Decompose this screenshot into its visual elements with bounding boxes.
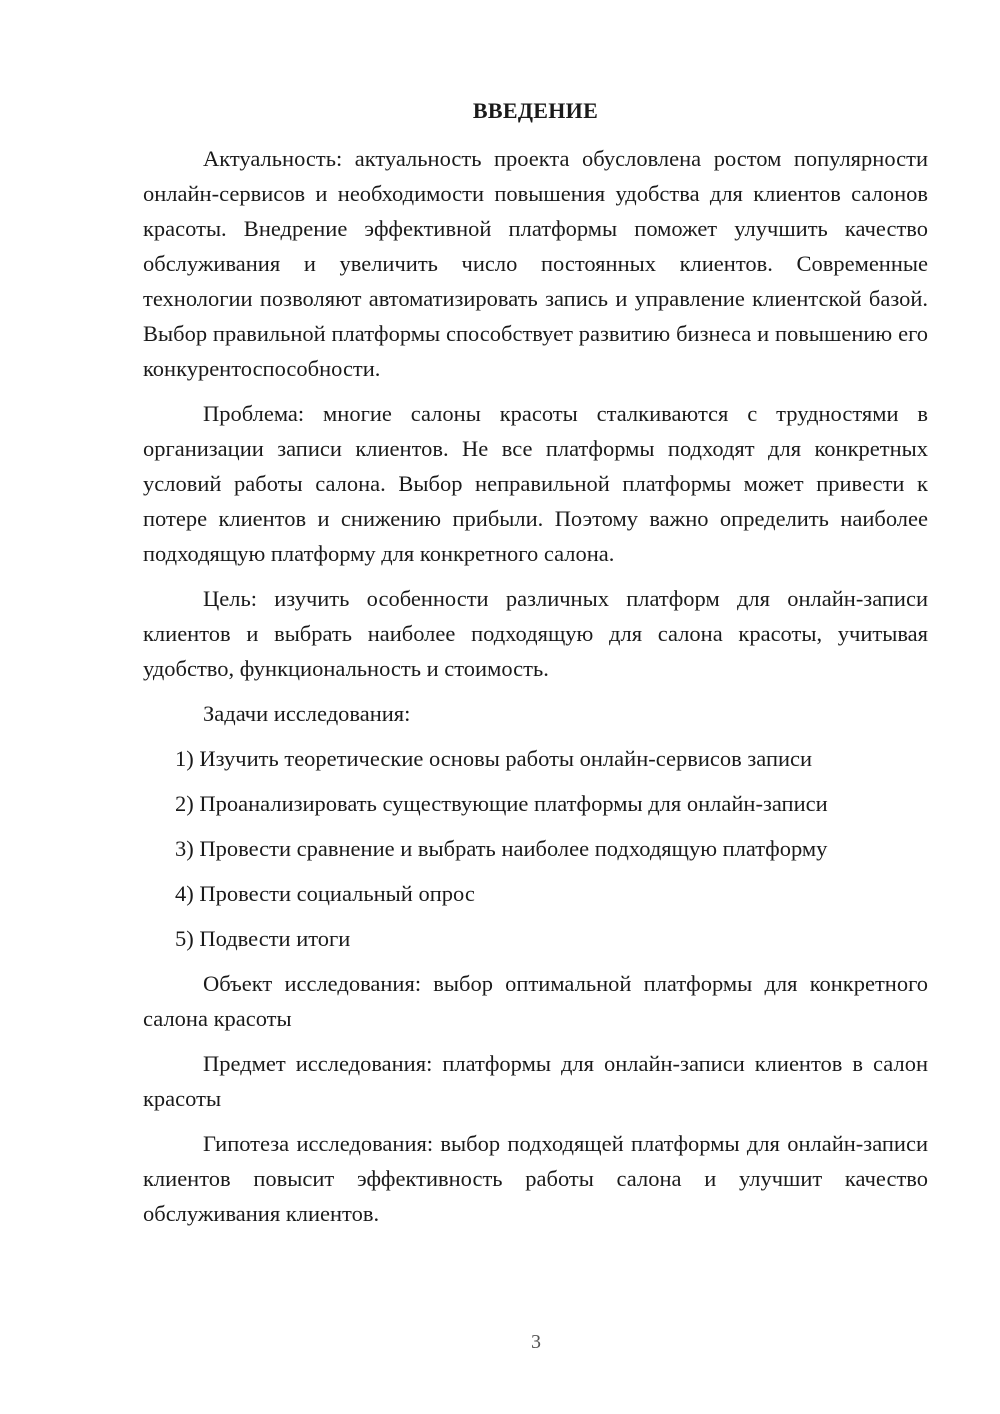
list-item-text: Провести сравнение и выбрать наиболее подходящую платформу	[199, 836, 828, 861]
goal-paragraph: Цель: изучить особенности различных платформ для онлайн-записи клиентов и выбрать наиболее подходящую для салона красоты, учитывая удобство, функциональность и стоимость.	[143, 586, 928, 681]
list-item-number: 1)	[175, 746, 194, 771]
document-page	[143, 96, 928, 1241]
tasks-heading: Задачи исследования:	[203, 701, 411, 726]
list-item	[143, 831, 928, 866]
list-item	[143, 741, 928, 776]
list-item	[143, 786, 928, 821]
list-item-text: Проанализировать существующие платформы для онлайн-записи	[199, 791, 828, 816]
list-item-text: Провести социальный опрос	[199, 881, 475, 906]
list-item-text: Подвести итоги	[199, 926, 351, 951]
list-item-text: Изучить теоретические основы работы онлайн-сервисов записи	[199, 746, 813, 771]
page-number: 3	[531, 1331, 541, 1353]
page-title: ВВЕДЕНИЕ	[472, 98, 599, 123]
list-item-number: 3)	[175, 836, 194, 861]
list-item	[143, 876, 928, 911]
list-item-number: 2)	[175, 791, 194, 816]
list-item	[143, 921, 928, 956]
hypothesis-paragraph: Гипотеза исследования: выбор подходящей платформы для онлайн-записи клиентов повысит эффективность работы салона и улучшит качество обслуживания клиентов.	[143, 1131, 928, 1226]
object-paragraph: Объект исследования: выбор оптимальной платформы для конкретного салона красоты	[143, 971, 928, 1031]
tasks-list	[143, 741, 928, 956]
problem-paragraph: Проблема: многие салоны красоты сталкиваются с трудностями в организации записи клиентов. Не все платформы подходят для конкретных условий работы салона. Выбор неправильной платформы может привести к потере клиентов и снижению прибыли. Поэтому важно определить наиболее подходящую платформу для конкретного салона.	[143, 401, 928, 566]
subject-paragraph: Предмет исследования: платформы для онлайн-записи клиентов в салон красоты	[143, 1051, 928, 1111]
list-item-number: 4)	[175, 881, 194, 906]
relevance-paragraph: Актуальность: актуальность проекта обусловлена ростом популярности онлайн-сервисов и необходимости повышения удобства для клиентов салонов красоты. Внедрение эффективной платформы поможет улучшить качество обслуживания и увеличить число постоянных клиентов. Современные технологии позволяют автоматизировать запись и управление клиентской базой. Выбор правильной платформы способствует развитию бизнеса и повышению его конкурентоспособности.	[143, 146, 928, 381]
list-item-number: 5)	[175, 926, 194, 951]
